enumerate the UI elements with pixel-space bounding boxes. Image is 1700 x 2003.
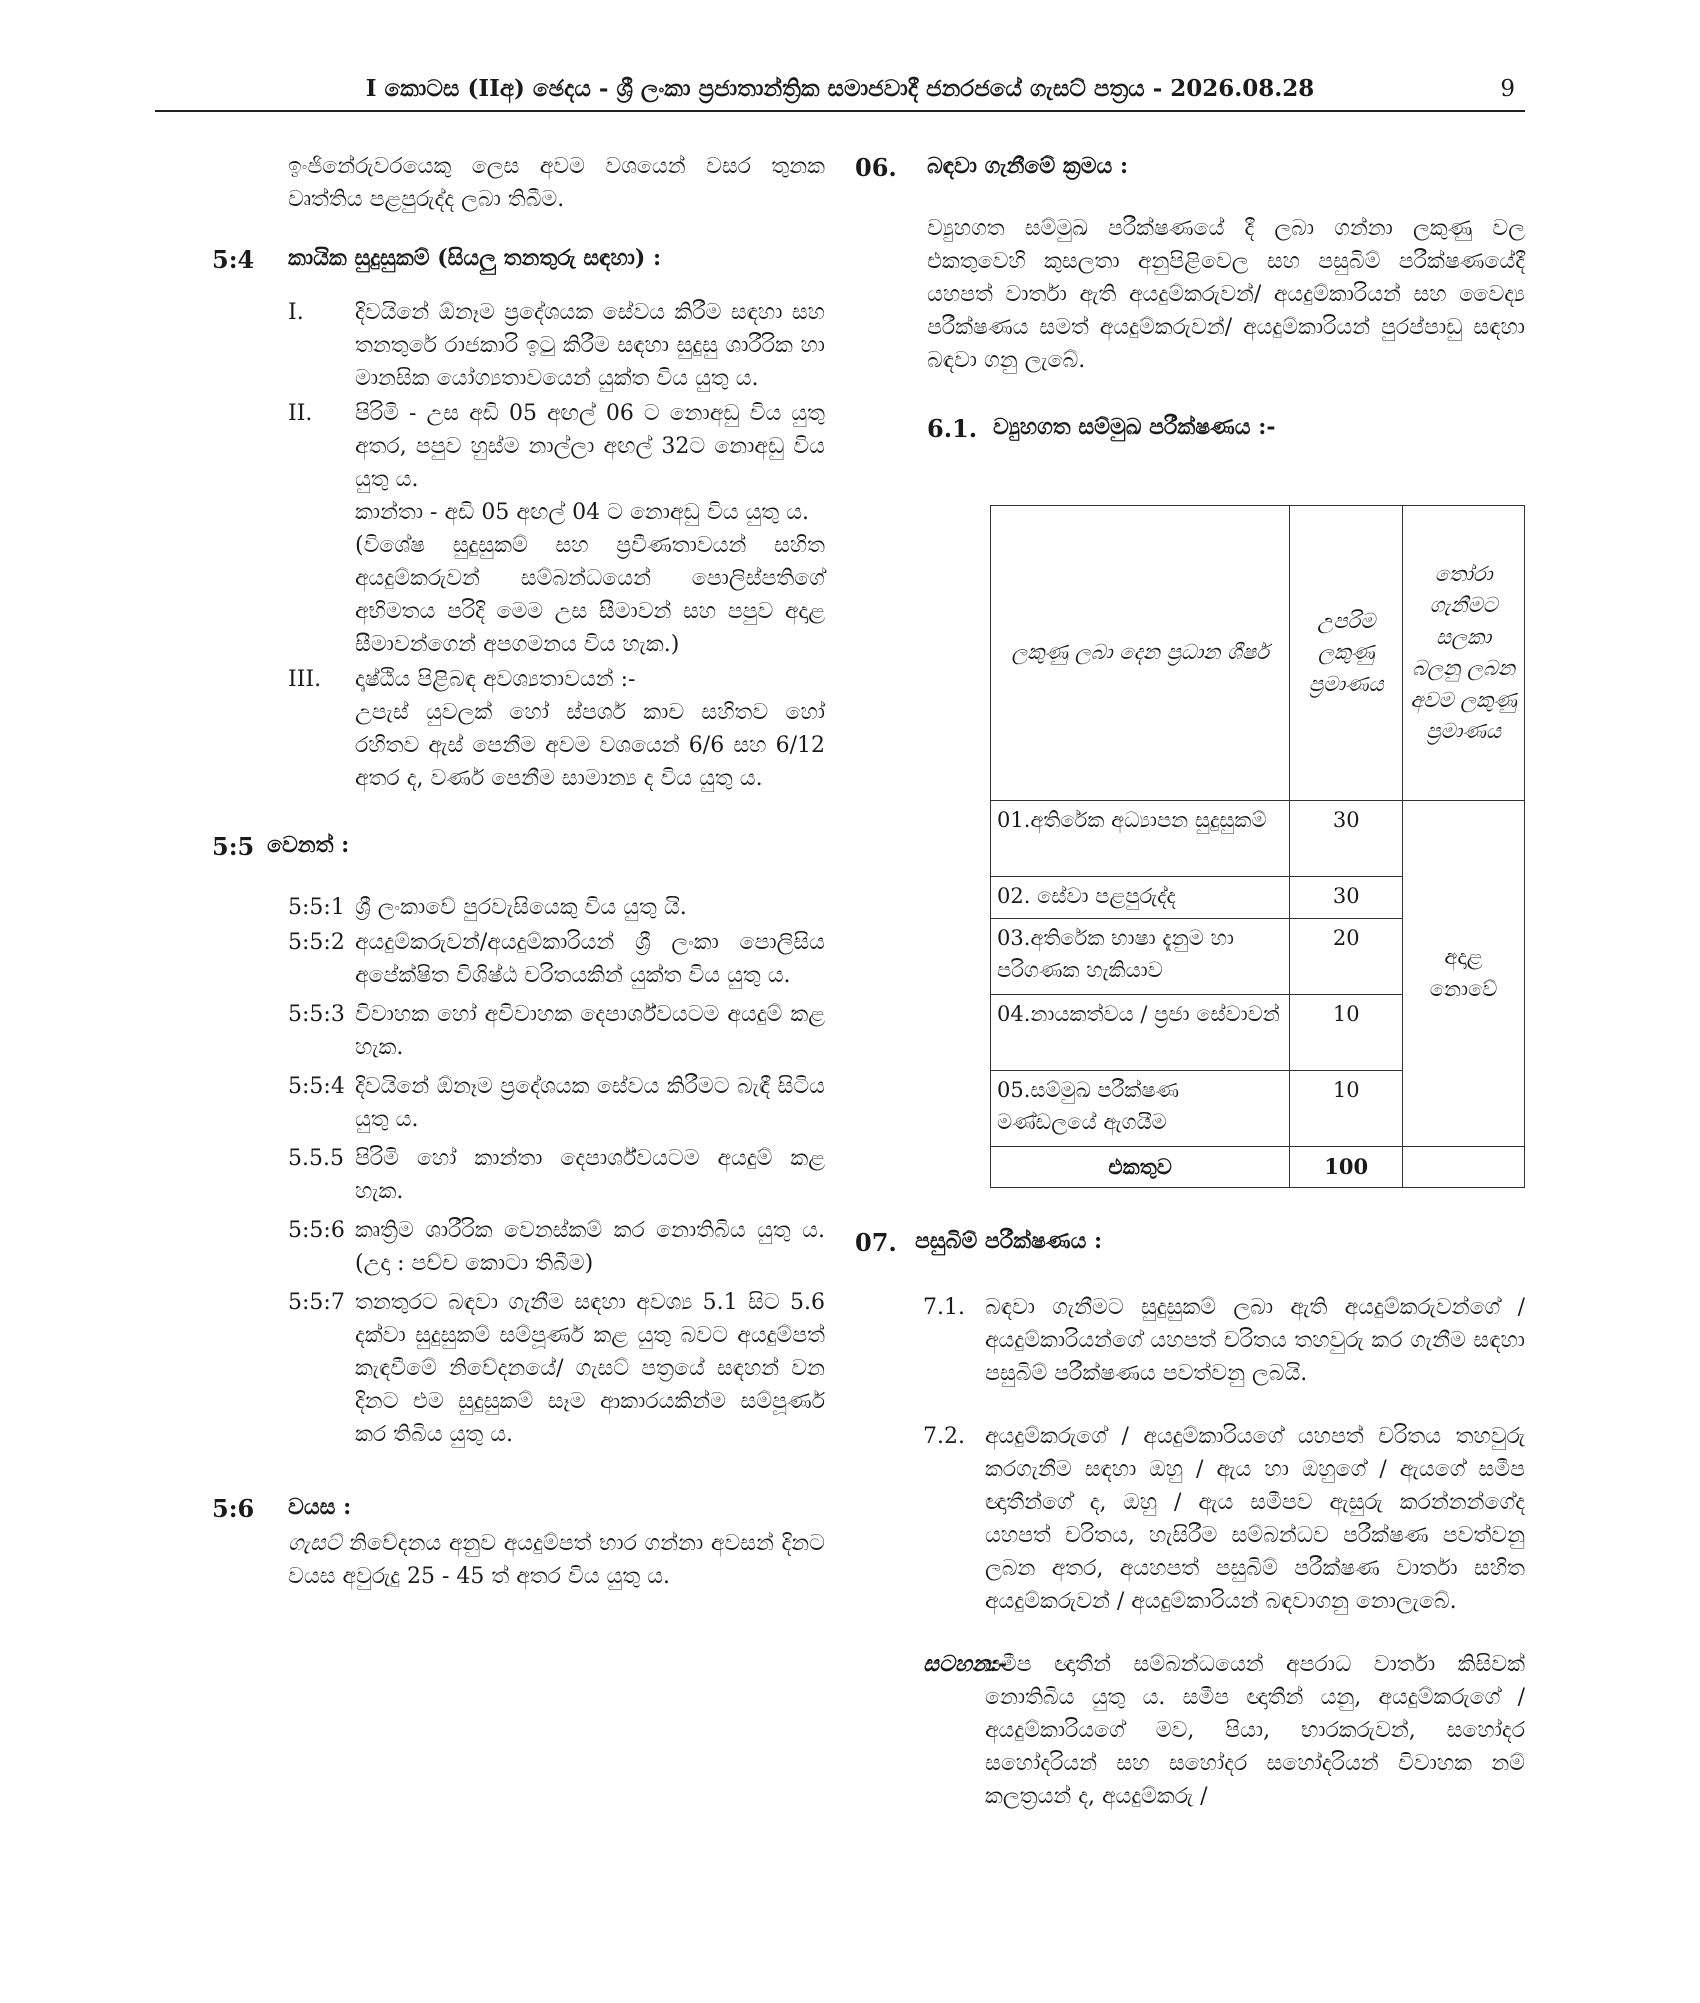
section-title: ව්‍යුහගත සම්මුඛ පරීක්ෂණය :- (993, 414, 1276, 440)
max-marks-cell: 20 (1290, 919, 1403, 995)
item-text: (විශේෂ සුදුසුකම් සහ ප්‍රවීණතාවයන් සහිත අයදුම්කරුවන් සම්බන්ධයෙන් පොලිස්පතිගේ අභිමතය පරිදි මෙම උස සීමාවන් සහ පපුව අදාළ සීමාවන්ගෙන් අපගමනය විය හැක.) (355, 533, 825, 657)
section-title: වෙනත් : (267, 832, 350, 858)
section-title: වයස : (288, 1494, 352, 1520)
item-label: 5.5.5 (288, 1146, 344, 1171)
list-item (855, 1291, 1525, 1390)
table-row (991, 801, 1525, 877)
left-column (212, 150, 825, 1593)
item-text: විවාහක හෝ අවිවාහක දෙපාර්ශ්වයටම අයදුම් කළ හැක. (355, 1002, 825, 1060)
criterion-cell: 01.අතිරේක අධ්‍යාපන සුදුසුකම් (991, 801, 1290, 877)
max-marks-cell: 30 (1290, 877, 1403, 919)
item-text: කාන්තා - අඩි 05 අඟල් 04 ට නොඅඩු විය යුතු ය. (355, 500, 810, 525)
list-item (855, 1420, 1525, 1618)
item-text: දෘෂ්ඨිය පිළිබඳ අවශ්‍යතාවයන් :- (355, 667, 636, 692)
not-applicable-cell: අදාළ නොවේ (1403, 801, 1525, 1147)
item-label: 7.2. (923, 1424, 965, 1449)
criterion-cell: 03.අතිරේක භාෂා දැනුම හා පරිගණක හැකියාව (991, 919, 1290, 995)
total-value-cell: 100 (1290, 1147, 1403, 1188)
item-label: 5:5:3 (288, 1002, 345, 1027)
criterion-cell: 02. සේවා පළපුරුද්ද (991, 877, 1290, 919)
section-06-text: ව්‍යුහගත සම්මුඛ පරීක්ෂණයේ දී ලබා ගන්නා ලකුණු වල එකතුවෙහි කුසලතා අනුපිළිවෙල සහ පසුබිම් පරීක්ෂණයේදී යහපත් වාර්තා ඇති අයදුම්කරුවන්/ අයදුම්කාරියන් සහ වෛද්‍ය පරීක්ෂණය සමත් අයදුම්කරුවන්/ අයදුම්කාරියන් පුරප්පාඩු සඳහා බඳවා ගනු ලැබේ. (927, 216, 1525, 373)
max-marks-cell: 10 (1290, 1071, 1403, 1147)
max-marks-cell: 30 (1290, 801, 1403, 877)
item-label: II. (288, 401, 313, 426)
section-title: පසුබිම් පරීක්ෂණය : (915, 1228, 1103, 1254)
total-label-cell: එකතුව (991, 1147, 1290, 1188)
item-label: 5:5:6 (288, 1218, 345, 1243)
item-label: III. (288, 667, 322, 692)
section-6-1-heading (855, 411, 1525, 447)
table-header-row (991, 506, 1525, 801)
section-number: 07. (855, 1228, 897, 1257)
item-text: අයදුම්කරුවන්/අයදුම්කාරියන් ශ්‍රී ලංකා පොලිසිය අපේක්ෂිත විශිෂ්ඨ චරිතයකින් යුක්ත විය යුතු ය. (355, 930, 825, 988)
section-5-4-heading (212, 242, 825, 278)
right-column (855, 150, 1525, 447)
item-text: උපැස් යුවලක් හෝ ස්පර්ශ කාච සහිතව හෝ රහිතව ඇස් පෙනීම අවම වශයෙන් 6/6 සහ 6/12 අතර ද, වර්ණ පෙනීම සාමාන්‍ය ද විය යුතු ය. (355, 700, 825, 791)
item-label: 7.1. (923, 1295, 965, 1320)
table-total-row (991, 1147, 1525, 1188)
note (855, 1648, 1525, 1813)
list-item (215, 1214, 825, 1280)
marks-table (990, 505, 1525, 1188)
section-5-5-heading (212, 829, 825, 865)
item-label: 5:5:7 (288, 1290, 345, 1315)
page-number: 9 (1500, 76, 1515, 102)
section-number: 06. (855, 153, 897, 182)
item-text: අයදුම්කරුගේ / අයදුම්කාරියගේ යහපත් චරිතය තහවුරු කරගැනීම සඳහා ඔහු / ඇය හා ඔහුගේ / ඇයගේ සමීප ඥාතීන්ගේ ද, ඔහු / ඇය සමීපව ඇසුරු කරන්නන්ගේද යහපත් චරිතය, හැසිරීම සම්බන්ධව පරීක්ෂණ පවත්වනු ලබන අතර, අයහපත් පසුබිම් පරීක්ෂණ වාර්තා සහිත අයදුම්කරුවන් / අයදුම්කාරියන් බඳවාගනු නොලැබේ. (985, 1424, 1525, 1614)
note-text: සමීප ඥාතීන් සම්බන්ධයෙන් අපරාධ වාර්තා කිසිවක් නොතිබිය යුතු ය. සමීප ඥාතීන් යනු, අයදුම්කරුගේ / අයදුම්කාරියගේ මව, පියා, භාරකරුවන්, සහෝදර සහෝදරියන් සහ සහෝදර සහෝදරියන් විවාහක නම් කලත්‍රයන් ද, අයදුම්කරු / (985, 1652, 1525, 1809)
list-item (215, 663, 825, 795)
list-item (215, 397, 825, 661)
list-item (215, 1142, 825, 1208)
age-paragraph (288, 1527, 825, 1593)
list-item (215, 926, 825, 992)
item-label: 5:5:2 (288, 930, 345, 955)
empty-cell (1403, 1147, 1525, 1188)
section-title: කායික සුදුසුකම් (සියලු තනතුරු සඳහා) : (288, 245, 662, 271)
item-text: දිවයිනේ ඕනෑම ප්‍රදේශයක සේවය කිරීම සඳහා සහ තනතුරේ රාජකාරි ඉටු කිරීම සඳහා සුදුසු ශාරීරික හා මානසික යෝග්‍යතාවයෙන් යුක්ත විය යුතු ය. (355, 300, 825, 391)
list-item (215, 998, 825, 1064)
list-item (215, 296, 825, 395)
section-title: බඳවා ගැනීමේ ක්‍රමය : (927, 153, 1129, 179)
section-number: 5:5 (212, 832, 255, 861)
max-marks-cell: 10 (1290, 995, 1403, 1071)
criterion-cell: 04.නායකත්වය / ප්‍රජා සේවාවන් (991, 995, 1290, 1071)
column-header: උපරිම ලකුණු ප්‍රමාණය (1290, 506, 1403, 801)
header-title: I කොටස (IIඅ) ඡෙදය - ශ්‍රී ලංකා ප්‍රජාතාන්ත්‍රික සමාජවාදී ජනරජයේ ගැසට් පත්‍රය - 2026.08.28 (365, 75, 1315, 102)
section-06-heading (855, 150, 1525, 186)
page-header (155, 70, 1525, 112)
list-item (215, 1286, 825, 1451)
list-item (215, 891, 825, 924)
intro-paragraph: ඉංජිනේරුවරයෙකු ලෙස අවම වශයෙන් වසර තුනක වෘත්තිය පළපුරුද්ද ලබා තිබීම. (288, 154, 825, 212)
item-text: දිවයිනේ ඕනෑම ප්‍රදේශයක සේවය කිරීමට බැඳී සිටිය යුතු ය. (355, 1074, 825, 1132)
section-5-6-heading (212, 1491, 825, 1527)
item-text: තනතුරට බඳවා ගැනීම සඳහා අවශ්‍ය 5.1 සිට 5.6 දක්වා සුදුසුකම් සම්පූර්ණ කළ යුතු බවට අයදුම්පත් කැඳවීමේ නිවේදනයේ/ ගැසට් පත්‍රයේ සඳහන් වන දිනට එම සුදුසුකම් සෑම ආකාරයකින්ම සම්පූර්ණ කර තිබිය යුතු ය. (355, 1290, 825, 1447)
section-5-4-list (215, 296, 825, 795)
item-text: කෘත්‍රිම ශාරීරික වෙනස්කම් කර නොතිබිය යුතු ය. (උදා : පච්ච කොටා තිබීම) (355, 1218, 825, 1276)
section-5-5-list (215, 891, 825, 1451)
section-number: 5:6 (212, 1494, 255, 1523)
section-07 (855, 1225, 1525, 1815)
gazette-word: ගැසට් (288, 1531, 342, 1556)
column-header: තෝරා ගැනීමට සලකා බලනු ලබන අවම ලකුණු ප්‍රමාණය (1403, 506, 1525, 801)
age-text: නිවේදනය අනුව අයදුම්පත් භාර ගන්නා අවසන් දිනට වයස අවුරුදු 25 - 45 ත් අතර විය යුතු ය. (288, 1531, 825, 1589)
section-number: 5:4 (212, 245, 255, 274)
item-label: 5:5:4 (288, 1074, 345, 1099)
item-text: පිරිමි - උස අඩි 05 අඟල් 06 ට නොඅඩු විය යුතු අතර, පපුව හුස්ම නාල්ලා අඟල් 32ට නොඅඩු විය යුතු ය. (355, 401, 825, 492)
criterion-cell: 05.සම්මුඛ පරීක්ෂණ මණ්ඩලයේ ඇගයීම (991, 1071, 1290, 1147)
section-number: 6.1. (927, 414, 978, 443)
note-label: සටහන:- (923, 1651, 1008, 1677)
column-header: ලකුණු ලබා දෙන ප්‍රධාන ශීර්ෂ (991, 506, 1290, 801)
item-label: I. (288, 300, 304, 325)
item-text: ශ්‍රී ලංකාවේ පුරවැසියෙකු විය යුතු යි. (355, 895, 687, 920)
list-item (215, 1070, 825, 1136)
section-07-heading (855, 1225, 1525, 1261)
item-label: 5:5:1 (288, 895, 345, 920)
item-text: පිරිමි හෝ කාන්තා දෙපාර්ශ්වයටම අයදුම් කළ හැක. (355, 1146, 825, 1204)
item-text: බඳවා ගැනීමට සුදුසුකම් ලබා ඇති අයදුම්කරුවන්ගේ / අයදුම්කාරියන්ගේ යහපත් චරිතය තහවුරු කර ගැනීම සඳහා පසුබිම් පරීක්ෂණය පවත්වනු ලබයි. (985, 1295, 1525, 1386)
